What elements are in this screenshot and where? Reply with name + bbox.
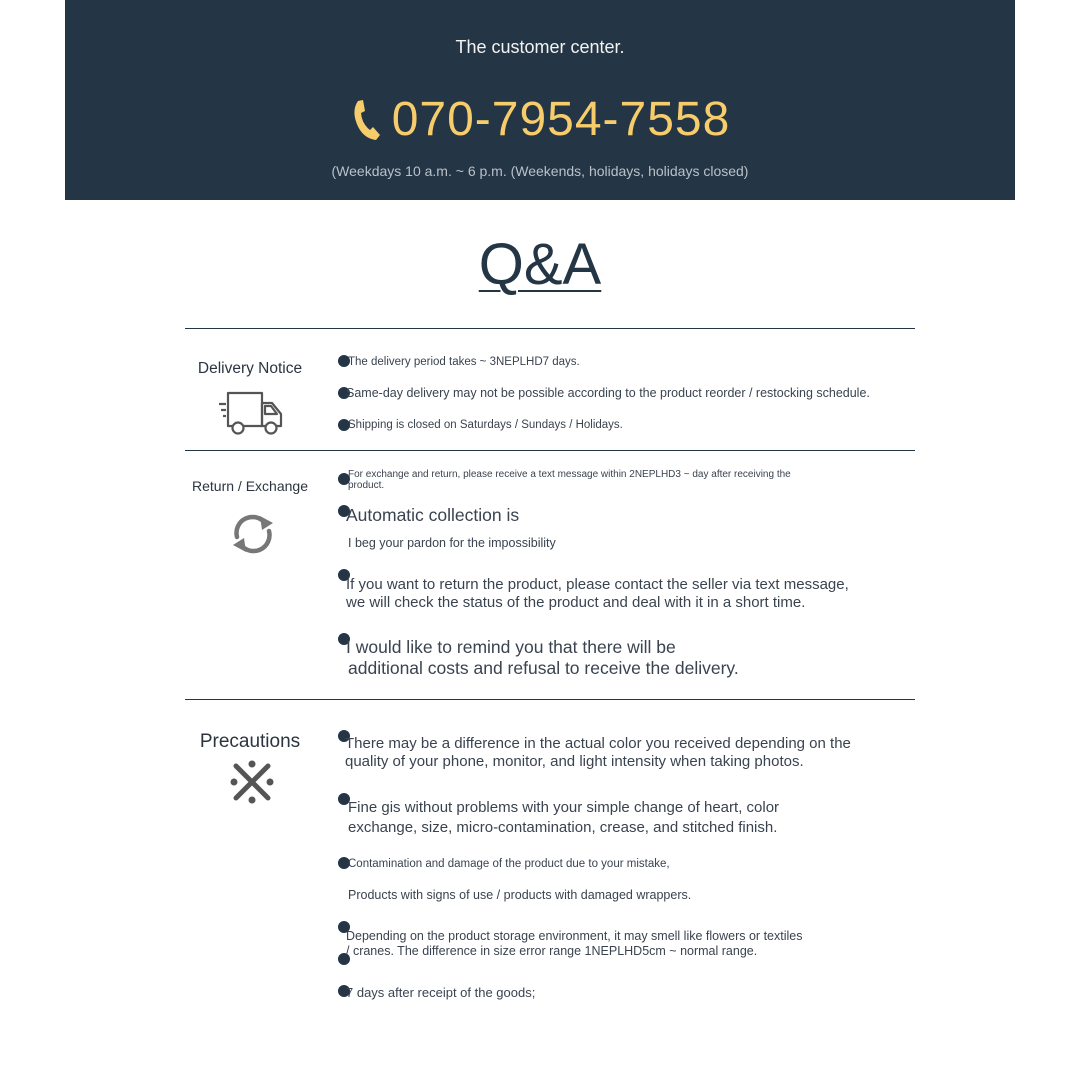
return-label: Return / Exchange [192,478,308,494]
list-item: For exchange and return, please receive a text message within 2NEPLHD3 ~ day after receiving the [348,469,791,480]
business-hours: (Weekdays 10 a.m. ~ 6 p.m. (Weekends, holidays, holidays closed) [331,163,749,179]
delivery-truck-icon [218,388,284,438]
list-item: There may be a difference in the actual color you received depending on the [345,735,851,752]
list-item: Same-day delivery may not be possible according to the product reorder / restocking schedule. [346,386,870,400]
list-item: Depending on the product storage environment, it may smell like flowers or textiles [346,929,803,943]
list-item: If you want to return the product, please contact the seller via text message, [346,576,849,593]
section-divider [185,450,915,451]
list-item: we will check the status of the product and deal with it in a short time. [346,594,806,611]
list-item: product. [348,480,385,491]
list-item: additional costs and refusal to receive the delivery. [348,658,739,678]
list-item: / cranes. The difference in size error range 1NEPLHD5cm ~ normal range. [346,944,758,958]
customer-center-title: The customer center. [455,37,625,57]
precautions-label: Precautions [199,731,301,752]
list-item: Fine gis without problems with your simple change of heart, color [348,799,780,816]
list-item: I beg your pardon for the impossibility [348,536,556,550]
page-title [0,232,1080,298]
list-item: Contamination and damage of the product due to your mistake, [348,858,670,870]
refresh-icon [229,511,277,557]
list-item: Automatic collection is [346,505,520,525]
list-item: exchange, size, micro-contamination, crease, and stitched finish. [348,819,778,836]
section-divider [185,699,915,700]
list-item: I would like to remind you that there will be [346,637,676,657]
list-item: The delivery period takes ~ 3NEPLHD7 days. [348,356,580,368]
customer-center-banner [65,0,1015,200]
phone-row [65,92,1015,148]
list-item: Shipping is closed on Saturdays / Sundays / Holidays. [348,419,623,431]
phone-number[interactable]: 070-7954-7558 [391,93,731,146]
delivery-label: Delivery Notice [197,360,303,377]
list-item: 7 days after receipt of the goods; [346,985,536,1000]
qa-title-text: Q&A [478,232,602,297]
list-item: quality of your phone, monitor, and light intensity when taking photos. [345,753,804,770]
section-divider [185,328,915,329]
phone-icon [350,98,382,142]
list-item: Products with signs of use / products with damaged wrappers. [348,888,692,902]
reference-mark-icon [228,758,276,806]
